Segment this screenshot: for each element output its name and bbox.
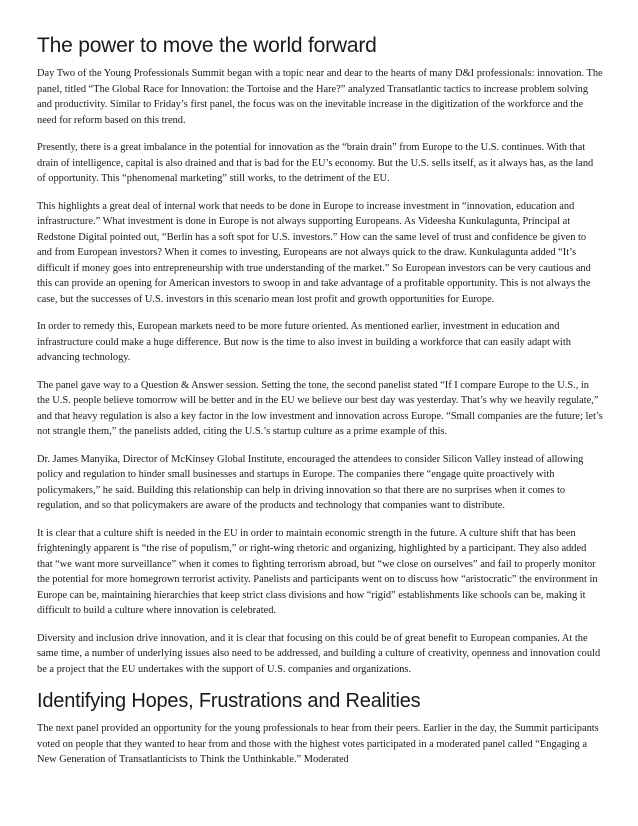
- paragraph-4: In order to remedy this, European markets need to be more future oriented. As mentioned earlier, investment in education and infrastructure could make a huge difference. But now is the time to also invest in building a workforce that can easily adapt with advancing technology.: [37, 321, 571, 363]
- section-paragraph-1: The next panel provided an opportunity for the young professionals to hear from their peers. Earlier in the day, the Summit participants voted on people that they wanted to hear from and those with the highest votes participated in a moderated panel called “Engaging a New Generation of Transatlanticists to Think the Unthinkable.” Moderated: [37, 723, 599, 765]
- document-page: [37, 34, 603, 768]
- paragraph-2: Presently, there is a great imbalance in the potential for innovation as the “brain drain” from Europe to the U.S. continues. With that drain of intelligence, capital is also drained and that is bad for the EU’s economy. But the U.S. sells itself, as it always has, as the land of opportunity. This “phenomenal marketing” still works, to the detriment of the EU.: [37, 142, 594, 184]
- paragraph-6: Dr. James Manyika, Director of McKinsey Global Institute, encouraged the attendees to consider Silicon Valley instead of allowing policy and regulation to hinder small businesses and startups in Europe. The companies there “engage quite proactively with policymakers,” he said. Building this relationship can help in driving innovation so that there are no surprises when it comes to regulation, and so that policymakers are aware of the products and technology that companies want to distribute.: [37, 453, 584, 511]
- article-title: The power to move the world forward: [37, 34, 377, 57]
- paragraph-8: Diversity and inclusion drive innovation, and it is clear that focusing on this could be of great benefit to European companies. At the same time, a number of underlying issues also need to be addressed, and building a culture of creativity, openness and innovation could be a project that the EU undertakes with the support of U.S. companies and organizations.: [37, 632, 601, 675]
- paragraph-1: Day Two of the Young Professionals Summit began with a topic near and dear to the hearts of many D&I professionals: innovation. The panel, titled “The Global Race for Innovation: the Tortoise and the Hare?” analyzed Transatlantic tactics to increase problem solving and productivity. Similar to Friday’s first panel, the focus was on the inevitable increase in the digitization of the workforce and the need for reform based on this trend.: [37, 68, 603, 126]
- paragraph-7: It is clear that a culture shift is needed in the EU in order to maintain economic strength in the future. A culture shift that has been frighteningly apparent is “the rise of populism,” or right-wing rhetoric and organizing, highlighted by a participant. They also added that “we want more surveillance” when it comes to fighting terrorism abroad, but “we close on ourselves” and fail to properly monitor the potential for more homegrown terrorist activity. Panelists and participants went on to discuss how “aristocratic” the environment in Europe can be, maintaining hierarchies that keep strict class divisions and how “rigid” establishments like schools can be, making it difficult to build a culture where innovation is celebrated.: [37, 527, 598, 616]
- section-heading: Identifying Hopes, Frustrations and Realities: [37, 690, 421, 712]
- paragraph-3: This highlights a great deal of internal work that needs to be done in Europe to increase investment in “innovation, education and infrastructure.” What investment is done in Europe is not always supporting Europeans. As Videesha Kunkulagunta, Principal at Redstone Digital pointed out, “Berlin has a soft spot for U.S. investors.” How can the same level of trust and confidence be given to and from European investors? When it comes to investing, Europeans are not always quick to the draw. Kunkulagunta added “It’s difficult if money goes into entrepreneurship with true understanding of the market.” So European investors can be very cautious and this can provide an opening for American investors to swoop in and take advantage of a profitable opportunity. This is not always the case, but the successes of U.S. investors in this scenario mean lost profit and growth opportunities for Europe.: [37, 200, 591, 305]
- paragraph-5: The panel gave way to a Question & Answer session. Setting the tone, the second panelist stated “If I compare Europe to the U.S., in the U.S. people believe tomorrow will be better and in the EU we believe our best day was yesterday. That’s why we heavily regulate,” and that heavy regulation is also a key factor in the low investment and innovation across Europe. “Small companies are the future; let’s not strangle them,” the panelists added, citing the U.S.’s startup culture as a prime example of this.: [37, 379, 603, 437]
